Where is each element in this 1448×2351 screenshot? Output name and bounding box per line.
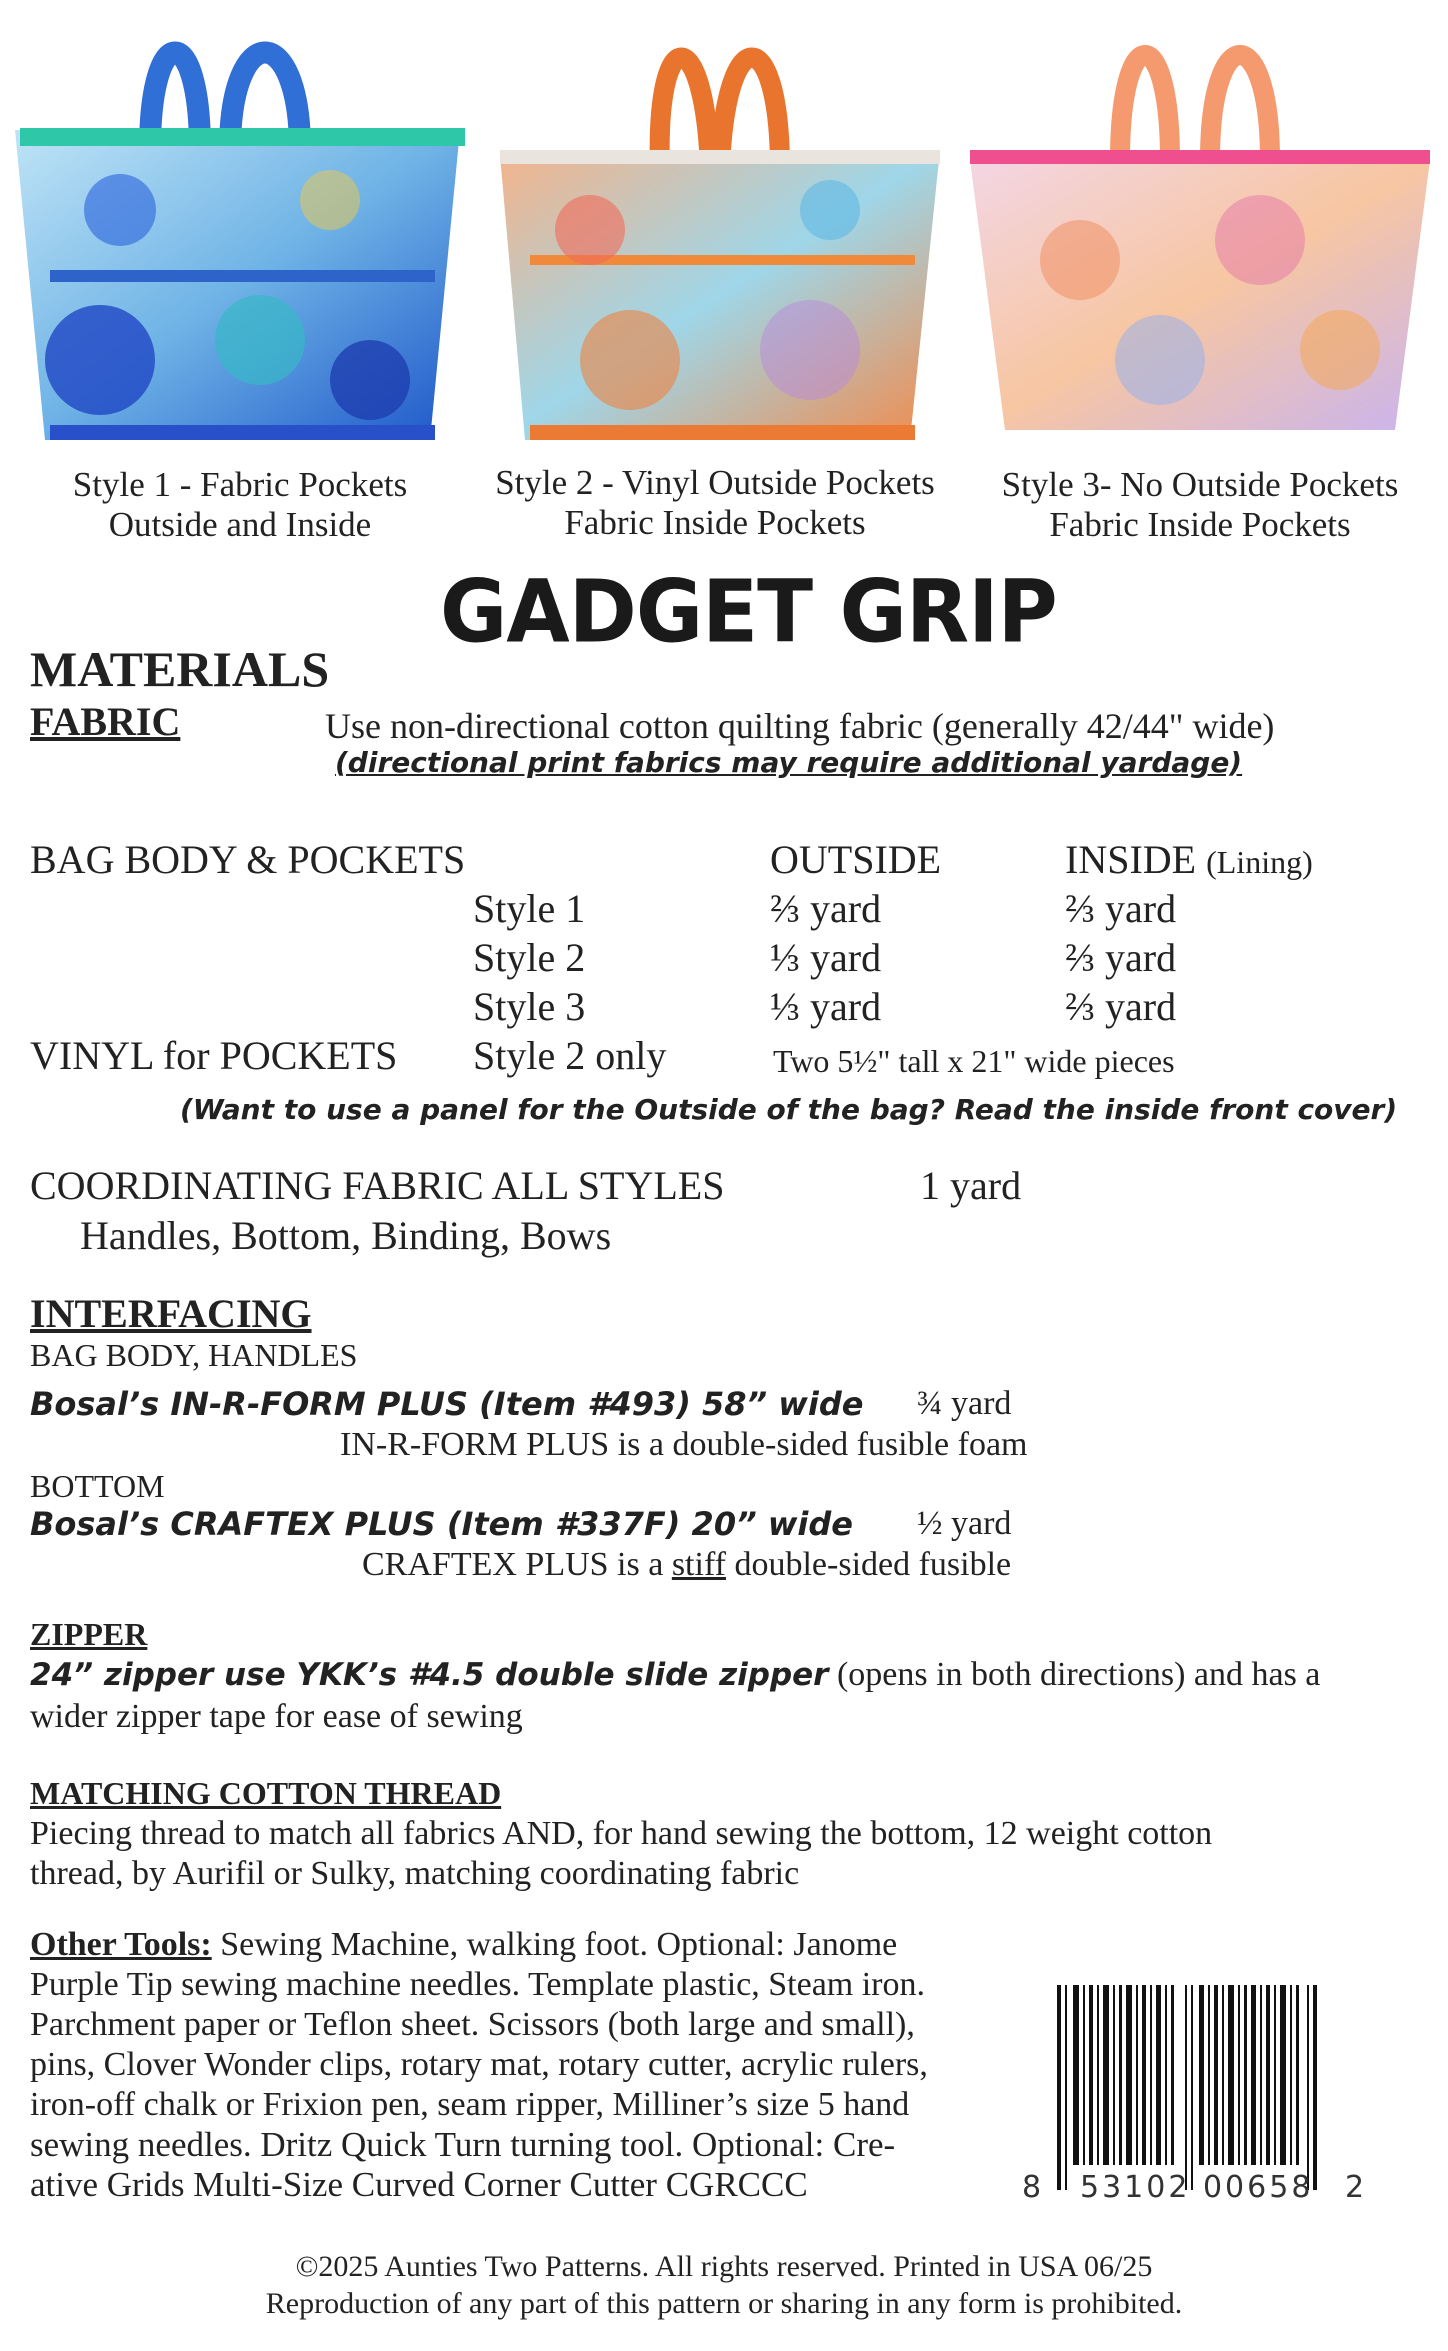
tools-line4: pins, Clover Wonder clips, rotary mat, rotary cutter, acrylic rulers,	[30, 2046, 928, 2083]
row-style-3-inside: ⅔ yard	[1065, 984, 1177, 1029]
zipper-heading: ZIPPER	[30, 1616, 148, 1652]
bag-photo-style-1	[0, 0, 480, 450]
fabric-heading: FABRIC	[30, 699, 181, 744]
zipper-rest: (opens in both directions) and has a	[828, 1656, 1321, 1693]
row-style-3	[473, 983, 1373, 1031]
row-style-3-outside: ⅓ yard	[770, 984, 882, 1029]
interfacing-item2-amount: ½ yard	[917, 1505, 1012, 1542]
interfacing-item1-desc: IN-R-FORM PLUS is a double-sided fusible foam	[340, 1426, 1028, 1463]
thread-line1: Piecing thread to match all fabrics AND, for hand sewing the bottom, 12 weight cotton	[30, 1815, 1213, 1852]
row-style-2-outside: ⅓ yard	[770, 935, 882, 980]
thread-line2: thread, by Aurifil or Sulky, matching coordinating fabric	[30, 1855, 800, 1892]
vinyl-label: VINYL for POCKETS	[30, 1033, 398, 1078]
tools-line2: Purple Tip sewing machine needles. Template plastic, Steam iron.	[30, 1966, 926, 2003]
interfacing-item2-desc-a: CRAFTEX PLUS is a	[362, 1546, 672, 1583]
copyright-line: ©2025 Aunties Two Patterns. All rights reserved. Printed in USA 06/25	[295, 2250, 1153, 2283]
interfacing-item2-desc-c: double-sided fusible	[725, 1546, 1012, 1583]
reproduction-line: Reproduction of any part of this pattern or sharing in any form is prohibited.	[265, 2287, 1183, 2320]
inside-column-header	[1065, 836, 1313, 886]
inside-column-sub: (Lining)	[1206, 844, 1313, 880]
coordinating-sub: Handles, Bottom, Binding, Bows	[80, 1213, 612, 1258]
bag-body-label: BAG BODY & POCKETS	[30, 837, 466, 882]
interfacing-item1-amount: ¾ yard	[917, 1385, 1012, 1422]
interfacing-item2-desc	[362, 1546, 1011, 1584]
vinyl-value: Two 5½" tall x 21" wide pieces	[773, 1043, 1175, 1079]
vinyl-style: Style 2 only	[473, 1033, 667, 1078]
bag-photo-style-2	[480, 0, 960, 450]
zipper-line1	[30, 1656, 1320, 1694]
interfacing-item2-desc-b: stiff	[671, 1546, 726, 1583]
row-style-2-label: Style 2	[473, 935, 586, 980]
tools-line7: ative Grids Multi-Size Curved Corner Cutter CGRCCC	[30, 2165, 808, 2204]
caption-style-1-line2: Outside and Inside	[108, 505, 372, 544]
row-style-1	[473, 885, 1373, 933]
tools-line1: Sewing Machine, walking foot. Optional: Janome	[211, 1926, 898, 1963]
inside-column-label: INSIDE	[1065, 837, 1197, 882]
row-style-3-label: Style 3	[473, 984, 586, 1029]
coordinating-label: COORDINATING FABRIC ALL STYLES	[30, 1163, 725, 1208]
thread-heading: MATCHING COTTON THREAD	[30, 1775, 502, 1811]
caption-style-3-line1: Style 3- No Outside Pockets	[1001, 465, 1399, 504]
tools-line6: sewing needles. Dritz Quick Turn turning tool. Optional: Cre-	[30, 2125, 896, 2164]
fabric-description: Use non-directional cotton quilting fabric (generally 42/44" wide)	[325, 706, 1275, 746]
outside-column-header: OUTSIDE	[770, 837, 942, 882]
panel-note: (Want to use a panel for the Outside of the bag? Read the inside front cover)	[180, 1093, 1398, 1126]
zipper-bold: 24” zipper use YKK’s #4.5 double slide zipper	[30, 1657, 829, 1693]
pattern-title: GADGET GRIP	[440, 562, 1057, 663]
fabric-note: (directional print fabrics may require additional yardage)	[335, 746, 1243, 779]
interfacing-heading: INTERFACING	[30, 1291, 312, 1336]
caption-style-2-line2: Fabric Inside Pockets	[564, 503, 866, 542]
barcode-number: 53102 00658	[1080, 2170, 1314, 2205]
interfacing-item1: Bosal’s IN-R-FORM PLUS (Item #493) 58” wide	[30, 1385, 864, 1423]
interfacing-sub2: BOTTOM	[30, 1468, 165, 1504]
caption-style-1	[40, 465, 440, 545]
interfacing-sub1: BAG BODY, HANDLES	[30, 1337, 358, 1373]
zipper-line2: wider zipper tape for ease of sewing	[30, 1698, 523, 1735]
bag-photo-style-3	[960, 0, 1448, 450]
caption-style-2-line1: Style 2 - Vinyl Outside Pockets	[495, 463, 935, 502]
barcode-left-digit: 8	[1022, 2170, 1042, 2205]
tools-block	[30, 1925, 928, 2205]
row-style-2	[473, 934, 1373, 982]
caption-style-3-line2: Fabric Inside Pockets	[1049, 505, 1351, 544]
caption-style-1-line1: Style 1 - Fabric Pockets	[72, 465, 408, 504]
tools-line5: iron-off chalk or Frixion pen, seam ripper, Milliner’s size 5 hand	[30, 2086, 910, 2123]
caption-style-2	[475, 463, 955, 543]
interfacing-item2: Bosal’s CRAFTEX PLUS (Item #337F) 20” wide	[30, 1505, 853, 1543]
coordinating-amount: 1 yard	[920, 1163, 1022, 1208]
row-style-1-label: Style 1	[473, 886, 586, 931]
tools-line3: Parchment paper or Teflon sheet. Scissors (both large and small),	[30, 2006, 915, 2043]
barcode-right-digit: 2	[1345, 2170, 1365, 2205]
row-style-1-inside: ⅔ yard	[1065, 886, 1177, 931]
materials-heading: MATERIALS	[30, 641, 330, 697]
row-style-2-inside: ⅔ yard	[1065, 935, 1177, 980]
row-style-1-outside: ⅔ yard	[770, 886, 882, 931]
tools-heading: Other Tools:	[30, 1926, 212, 1963]
caption-style-3	[980, 465, 1420, 545]
